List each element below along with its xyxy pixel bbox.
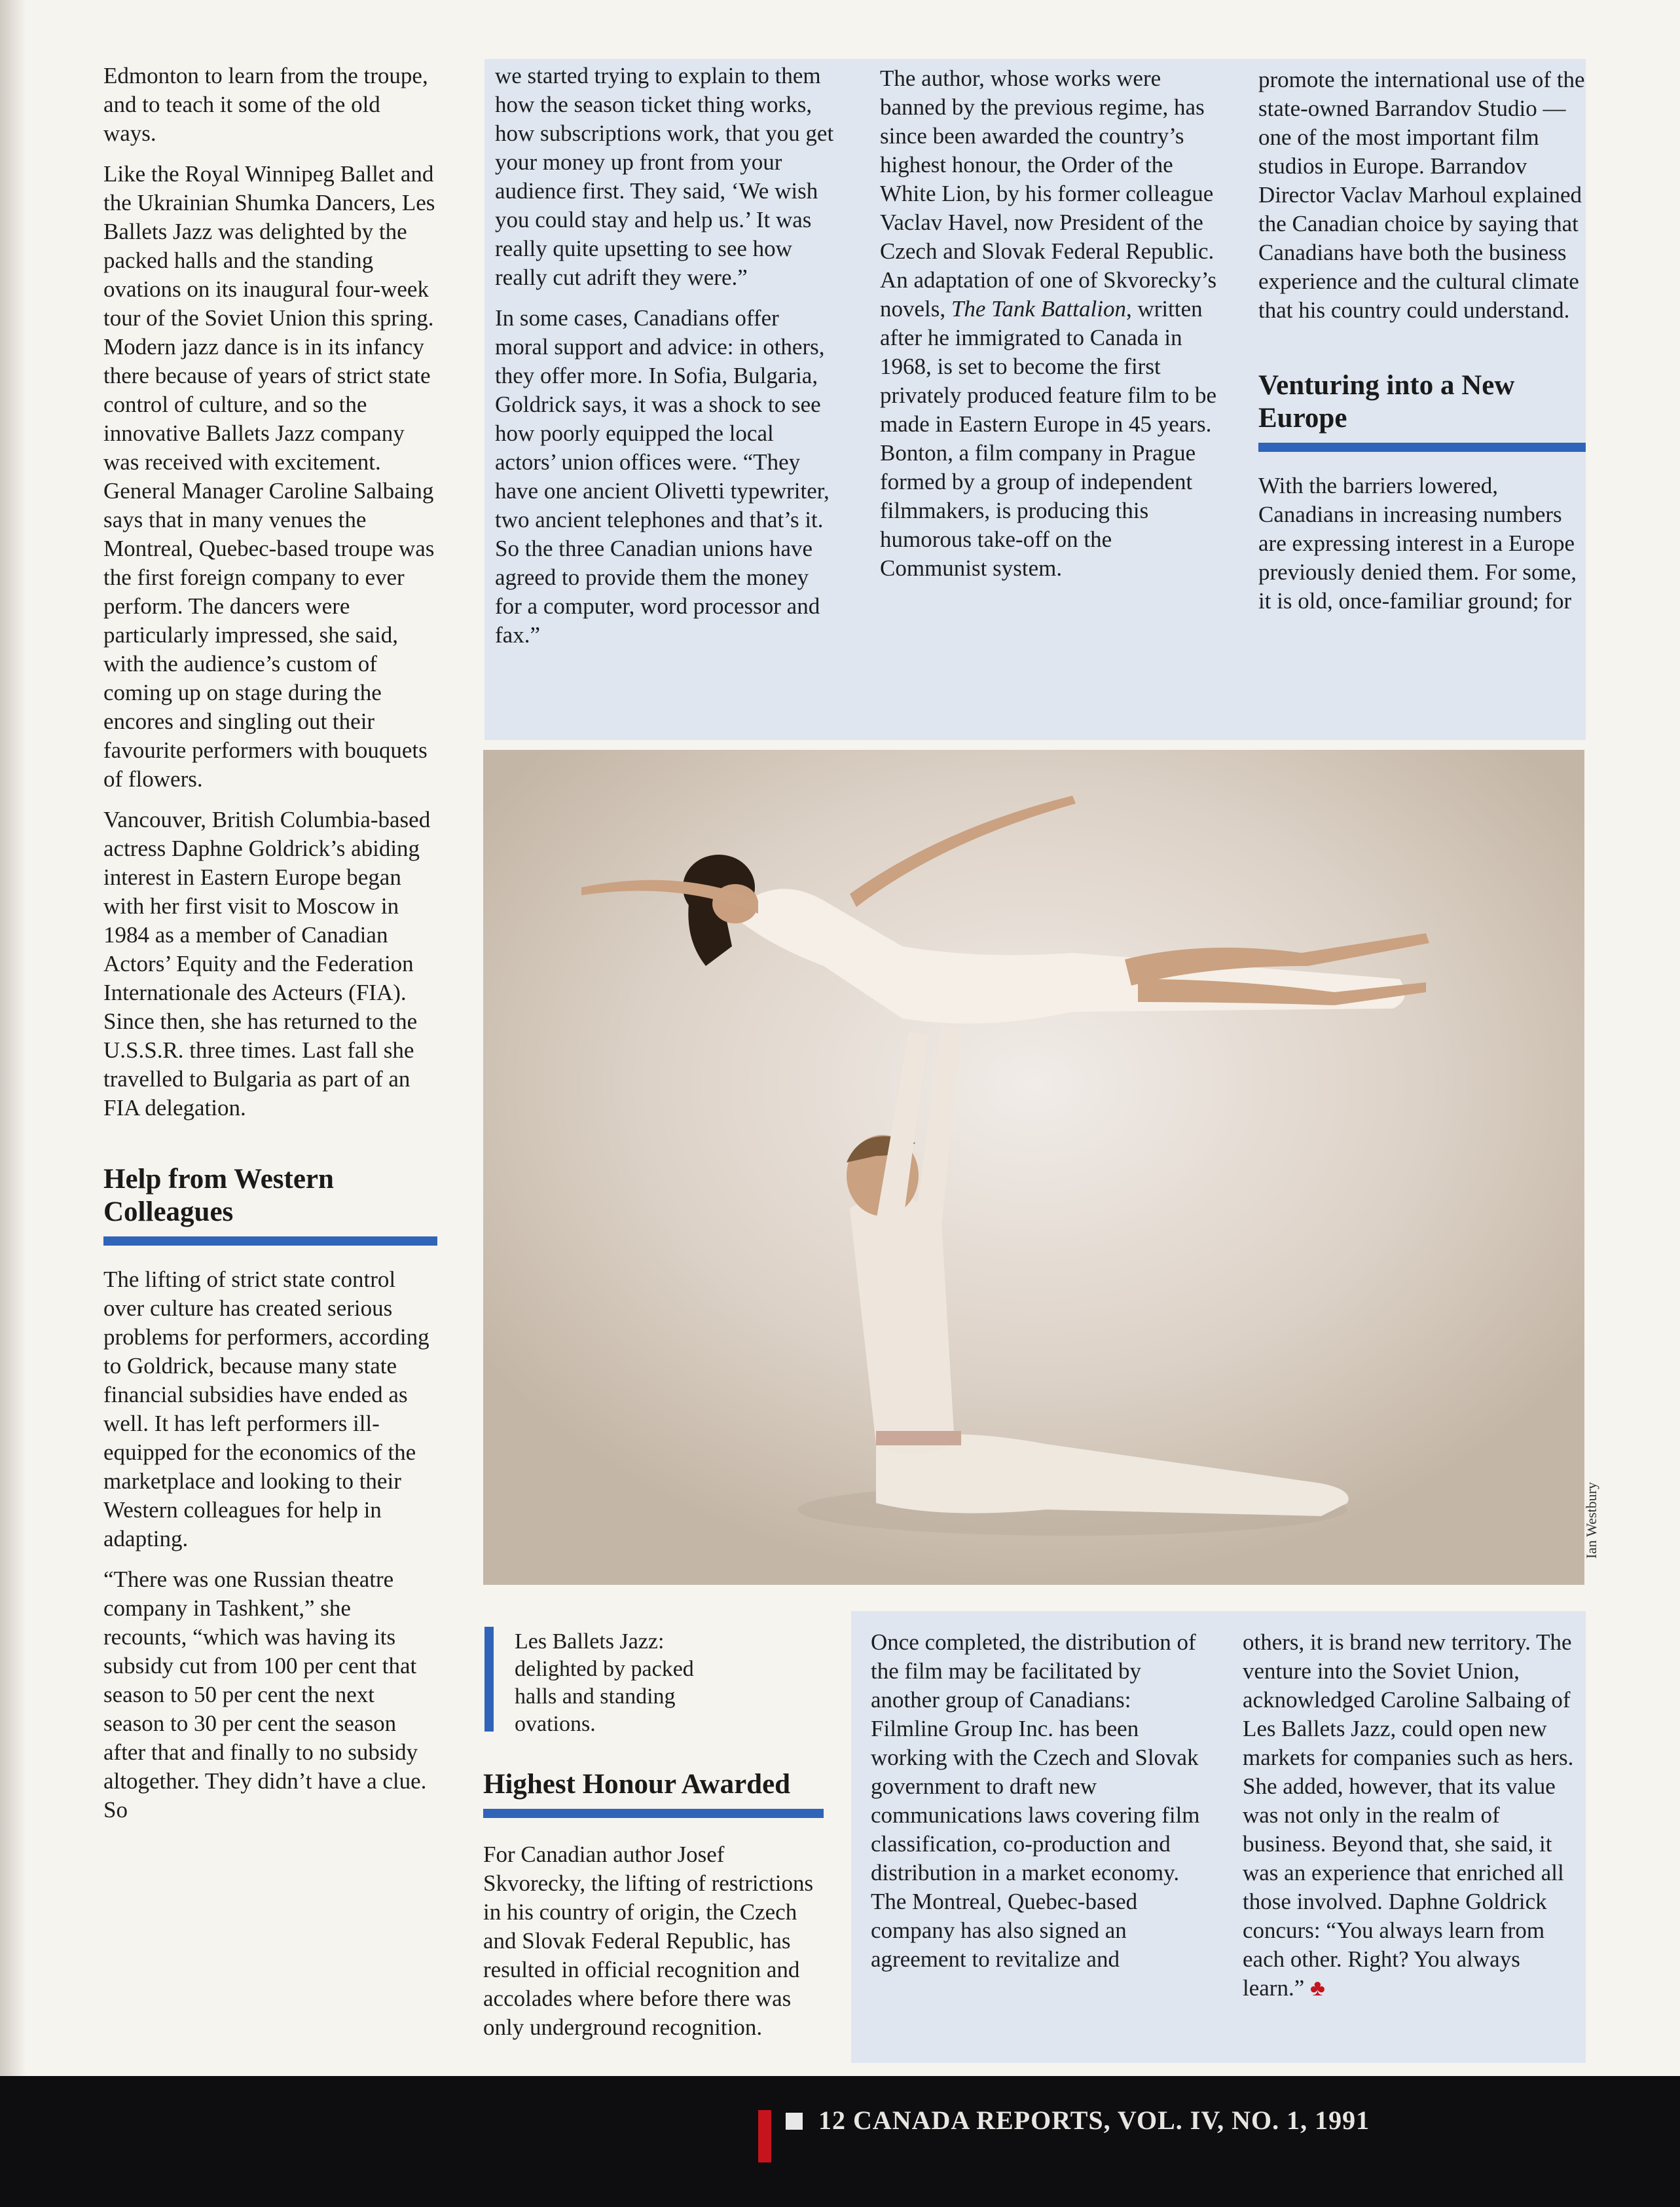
article-column-4-lower [1243, 1628, 1583, 2014]
section-heading-honour: Highest Honour Awarded [483, 1769, 791, 1800]
paragraph: With the barriers lowered, Canadians in increasing numbers are expressing interest in a Europe previously denied them. For some, it is old, once-familiar ground; for [1258, 473, 1577, 614]
article-column-2 [495, 62, 835, 661]
section-heading-help: Help from Western Colleagues [103, 1164, 334, 1227]
paragraph: Once completed, the distribution of the film may be facilitated by another group of Canadians: Filmline Group Inc. has been working with the Czech and Slovak government to draft new communications laws covering film classification, co-production and distribution in a market economy. The Montreal, Quebec-based company has also signed an agreement to revitalize and [871, 1629, 1200, 1972]
heading-rule [1258, 443, 1586, 452]
book-title: The Tank Battalion [951, 296, 1126, 322]
article-column-2-lower [483, 1768, 824, 2054]
paragraph [880, 64, 1220, 583]
photo-caption: Les Ballets Jazz: delighted by packed halls and standing ovations. [515, 1629, 694, 1736]
footer-square-icon [786, 2113, 803, 2130]
photo-credit: Ian Westbury [1583, 1482, 1599, 1559]
paragraph [1243, 1628, 1583, 2003]
section-heading-venturing: Venturing into a New Europe [1258, 370, 1515, 434]
paragraph: In some cases, Canadians offer moral support and advice: in others, they offer more. In Sofia, Bulgaria, Goldrick says, it was a shock to see how poorly equipped the local actors’ union offices were. “They have one ancient Olivetti typewriter, two ancient telephones and that’s it. So the three Canadian unions have agreed to provide them the money for a computer, word processor and fax.” [495, 305, 830, 648]
footer-red-marker [758, 2110, 771, 2162]
article-column-1 [103, 62, 437, 1836]
maple-leaf-icon: ♣ [1309, 1975, 1325, 2001]
paragraph: Vancouver, British Columbia-based actress Daphne Goldrick’s abiding interest in Eastern Europe began with her first visit to Moscow in 1984 as a member of Canadian Actors’ Equity and the Federation Internationale des Acteurs (FIA). Since then, she has returned to the U.S.S.R. three times. Last fall she travelled to Bulgaria as part of an FIA delegation. [103, 807, 431, 1121]
paragraph-text: , written after he immigrated to Canada in 1968, is set to become the first privately produced feature film to be made in Eastern Europe in 45 years. Bonton, a film company in Prague formed by a group of independent filmmakers, is producing this humorous take-off on the Communist system. [880, 296, 1217, 581]
dancers-illustration [483, 750, 1584, 1585]
paragraph-text: The author, whose works were banned by the previous regime, has since been awarded the country’s highest honour, the Order of the White Lion, by his former colleague Vaclav Havel, now President of the Czech and Slovak Federal Republic. An adaptation of one of Skvorecky’s novels, [880, 65, 1217, 322]
heading-rule [103, 1236, 437, 1246]
paragraph: promote the international use of the state-owned Barrandov Studio — one of the most important film studios in Europe. Barrandov Director Vaclav Marhoul explained the Canadian choice by saying that Canadians have both the business experience and the cultural climate that his country could understand. [1258, 67, 1585, 323]
paragraph: Edmonton to learn from the troupe, and to teach it some of the old ways. [103, 63, 428, 146]
page-footer [0, 2076, 1680, 2207]
paragraph: Like the Royal Winnipeg Ballet and the Ukrainian Shumka Dancers, Les Ballets Jazz was delighted by the packed halls and the standing ovations on its inaugural four-week tour of the Soviet Union this spring. Modern jazz dance is in its infancy there because of years of strict state control of culture, and so the innovative Ballets Jazz company was received with excitement. General Manager Caroline Salbaing says that in many venues the Montreal, Quebec-based troupe was the first foreign company to ever perform. The dancers were particularly impressed, she said, with the audience’s custom of coming up on stage during the encores and singling out their favourite performers with bouquets of flowers. [103, 161, 435, 792]
paragraph: “There was one Russian theatre company in Tashkent,” she recounts, “which was having its subsidy cut from 100 per cent that season to 50 per cent the next season to 30 per cent the season after that and finally to no subsidy altogether. They didn’t have a clue. So [103, 1567, 427, 1823]
caption-accent-bar [484, 1627, 494, 1732]
heading-rule [483, 1809, 824, 1818]
dance-photo [483, 750, 1584, 1585]
article-column-3-lower [871, 1628, 1211, 1986]
article-column-3 [880, 64, 1220, 595]
page-gutter-shadow [0, 0, 26, 2076]
article-column-4 [1258, 65, 1586, 627]
paragraph: The lifting of strict state control over culture has created serious problems for performers, according to Goldrick, because many state financial subsidies have ended as well. It has left performers ill-equipped for the economics of the marketplace and looking to their Western colleagues for help in adapting. [103, 1267, 429, 1551]
footer-folio: 12 CANADA REPORTS, VOL. IV, NO. 1, 1991 [818, 2105, 1370, 2135]
paragraph: For Canadian author Josef Skvorecky, the lifting of restrictions in his country of origin, the Czech and Slovak Federal Republic, has resulted in official recognition and accolades where before there was only underground recognition. [483, 1842, 814, 2040]
paragraph: we started trying to explain to them how the season ticket thing works, how subscriptions work, that you get your money up front from your audience first. They said, ‘We wish you could stay and help us.’ It was really quite upsetting to see how really cut adrift they were.” [495, 63, 834, 290]
paragraph-text: others, it is brand new territory. The venture into the Soviet Union, acknowledged Caroline Salbaing of Les Ballets Jazz, could open new markets for companies such as hers. She added, however, that its value was not only in the realm of business. Beyond that, she said, it was an experience that enriched all those involved. Daphne Goldrick concurs: “You always learn from each other. Right? You always learn.” [1243, 1629, 1574, 2001]
